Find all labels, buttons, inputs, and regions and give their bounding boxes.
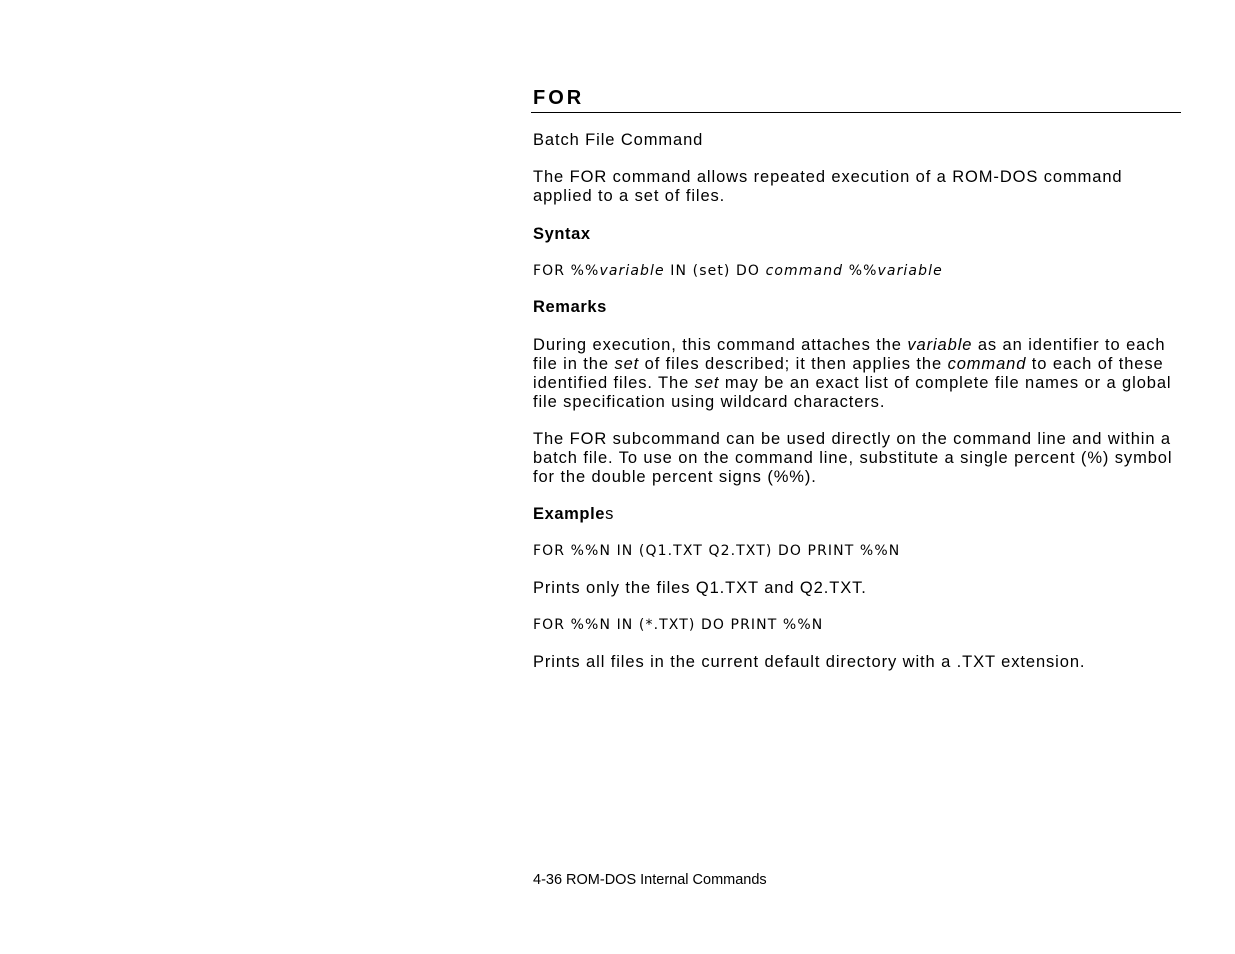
title-rule [531, 112, 1181, 113]
command-type: Batch File Command [533, 131, 704, 149]
remarks-paragraph-2: The FOR subcommand can be used directly on the command line and within a batch file. To use on the command line, substitute a single percent (%) symbol for the double percent signs (%%). [533, 430, 1173, 486]
page-content [533, 86, 1181, 672]
heading-bold: Example [533, 505, 606, 523]
syntax-heading: Syntax [533, 225, 591, 243]
emphasis: variable [907, 336, 973, 354]
remarks-paragraph-1 [533, 336, 1181, 412]
text-run: to each of these identified files. The [533, 355, 1164, 392]
page-title: FOR [533, 87, 585, 109]
emphasis: set [614, 355, 640, 373]
text-run: of files described; it then applies the [639, 355, 948, 373]
syntax-variable: variable [877, 263, 943, 279]
intro-paragraph: The FOR command allows repeated execution of a ROM-DOS command applied to a set of files. [533, 168, 1123, 205]
syntax-part: FOR %% [533, 263, 600, 279]
example-description: Prints all files in the current default directory with a .TXT extension. [533, 653, 1086, 671]
example-description: Prints only the files Q1.TXT and Q2.TXT. [533, 579, 867, 597]
text-run: may be an exact list of complete file names or a global file specification using wildcard characters. [533, 374, 1172, 411]
syntax-variable: variable [599, 263, 665, 279]
examples-heading [533, 505, 1181, 524]
syntax-part: %% [843, 263, 878, 279]
page-footer: 4-36 ROM-DOS Internal Commands [533, 872, 767, 888]
heading-tail: s [605, 505, 614, 523]
syntax-line [533, 262, 1181, 280]
example-code: FOR %%N IN (*.TXT) DO PRINT %%N [533, 617, 824, 633]
remarks-heading: Remarks [533, 298, 607, 316]
syntax-part: IN (set) DO [664, 263, 766, 279]
emphasis: set [694, 374, 720, 392]
example-code: FOR %%N IN (Q1.TXT Q2.TXT) DO PRINT %%N [533, 543, 901, 559]
text-run: as an identifier to each file in the [533, 336, 1166, 373]
emphasis: command [947, 355, 1027, 373]
text-run: During execution, this command attaches the [533, 336, 908, 354]
syntax-command: command [765, 263, 844, 279]
